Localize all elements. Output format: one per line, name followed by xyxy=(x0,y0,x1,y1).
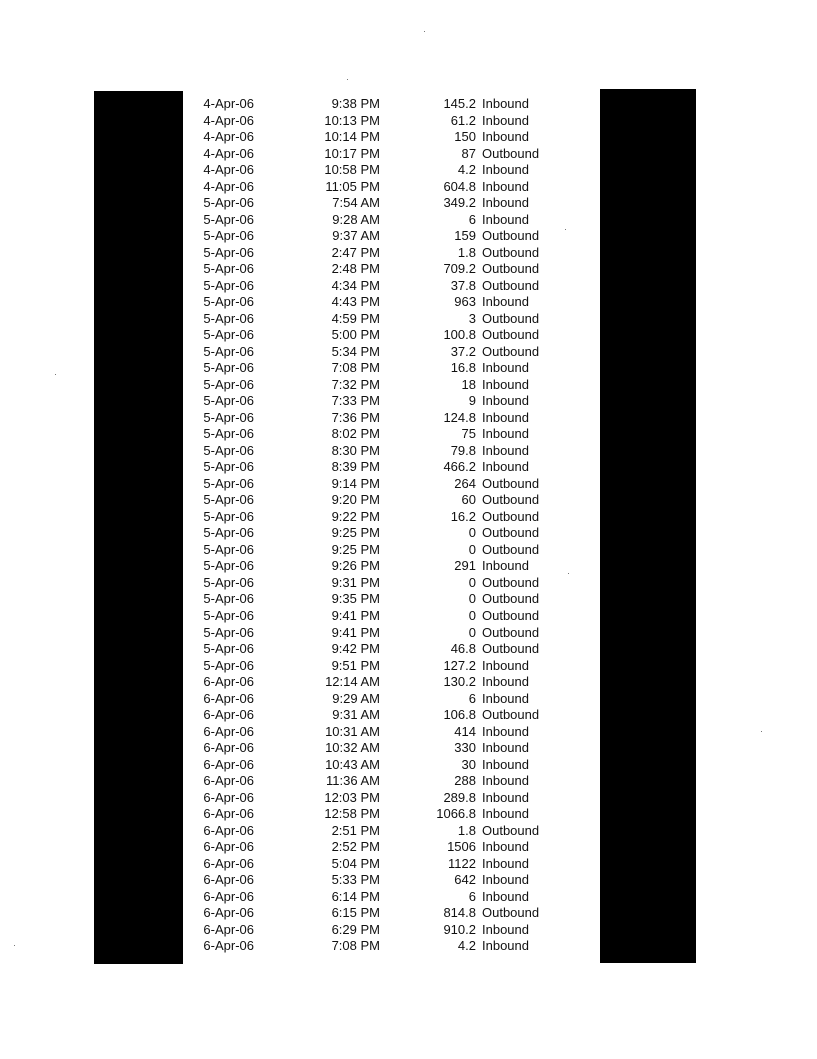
amount-cell: 159 xyxy=(454,228,476,244)
date-cell: 5-Apr-06 xyxy=(203,211,254,227)
time-cell: 9:35 PM xyxy=(331,591,380,607)
table-row xyxy=(190,740,590,757)
amount-cell: 814.8 xyxy=(443,905,476,921)
direction-cell: Outbound xyxy=(482,310,540,326)
direction-cell: Inbound xyxy=(482,360,529,376)
amount-cell: 124.8 xyxy=(443,409,476,425)
time-cell: 9:22 PM xyxy=(331,508,380,524)
date-cell: 5-Apr-06 xyxy=(203,525,254,541)
table-row xyxy=(190,591,590,608)
date-cell: 5-Apr-06 xyxy=(203,591,254,607)
date-cell: 4-Apr-06 xyxy=(203,112,254,128)
call-log-table xyxy=(190,96,590,955)
amount-cell: 0 xyxy=(468,574,476,590)
amount-cell: 46.8 xyxy=(450,641,476,657)
date-cell: 6-Apr-06 xyxy=(203,839,254,855)
direction-cell: Inbound xyxy=(482,921,529,937)
amount-cell: 466.2 xyxy=(443,459,476,475)
direction-cell: Inbound xyxy=(482,723,529,739)
direction-cell: Inbound xyxy=(482,657,529,673)
direction-cell: Outbound xyxy=(482,641,540,657)
date-cell: 6-Apr-06 xyxy=(203,740,254,756)
time-cell: 2:47 PM xyxy=(331,244,380,260)
direction-cell: Outbound xyxy=(482,244,540,260)
amount-cell: 288 xyxy=(454,773,476,789)
table-row xyxy=(190,492,590,509)
time-cell: 9:38 PM xyxy=(331,96,380,111)
direction-cell: Inbound xyxy=(482,211,529,227)
amount-cell: 4.2 xyxy=(457,938,476,954)
amount-cell: 1.8 xyxy=(457,822,476,838)
table-row xyxy=(190,245,590,262)
date-cell: 6-Apr-06 xyxy=(203,690,254,706)
direction-cell: Outbound xyxy=(482,574,540,590)
direction-cell: Inbound xyxy=(482,558,529,574)
time-cell: 9:41 PM xyxy=(331,607,380,623)
date-cell: 6-Apr-06 xyxy=(203,921,254,937)
direction-cell: Inbound xyxy=(482,409,529,425)
date-cell: 6-Apr-06 xyxy=(203,872,254,888)
table-row xyxy=(190,872,590,889)
time-cell: 9:31 AM xyxy=(332,707,380,723)
table-row xyxy=(190,641,590,658)
time-cell: 9:29 AM xyxy=(332,690,380,706)
amount-cell: 87 xyxy=(461,145,476,161)
time-cell: 4:34 PM xyxy=(331,277,380,293)
table-row xyxy=(190,179,590,196)
direction-cell: Outbound xyxy=(482,905,540,921)
time-cell: 5:00 PM xyxy=(331,327,380,343)
table-row xyxy=(190,938,590,955)
direction-cell: Outbound xyxy=(482,492,540,508)
amount-cell: 16.2 xyxy=(450,508,476,524)
table-row xyxy=(190,393,590,410)
table-row xyxy=(190,212,590,229)
amount-cell: 9 xyxy=(468,393,476,409)
amount-cell: 349.2 xyxy=(443,195,476,211)
amount-cell: 910.2 xyxy=(443,921,476,937)
date-cell: 5-Apr-06 xyxy=(203,426,254,442)
table-row xyxy=(190,294,590,311)
amount-cell: 642 xyxy=(454,872,476,888)
time-cell: 7:32 PM xyxy=(331,376,380,392)
amount-cell: 6 xyxy=(468,888,476,904)
scan-speck xyxy=(14,945,15,946)
date-cell: 5-Apr-06 xyxy=(203,558,254,574)
time-cell: 11:36 AM xyxy=(326,773,380,789)
time-cell: 12:14 AM xyxy=(325,674,380,690)
time-cell: 10:58 PM xyxy=(324,162,380,178)
time-cell: 10:43 AM xyxy=(325,756,380,772)
time-cell: 10:14 PM xyxy=(324,129,380,145)
table-row xyxy=(190,724,590,741)
amount-cell: 37.2 xyxy=(450,343,476,359)
table-row xyxy=(190,757,590,774)
amount-cell: 0 xyxy=(468,541,476,557)
date-cell: 5-Apr-06 xyxy=(203,442,254,458)
amount-cell: 330 xyxy=(454,740,476,756)
time-cell: 4:43 PM xyxy=(331,294,380,310)
time-cell: 7:08 PM xyxy=(331,360,380,376)
amount-cell: 604.8 xyxy=(443,178,476,194)
table-row xyxy=(190,162,590,179)
table-row xyxy=(190,443,590,460)
amount-cell: 1066.8 xyxy=(436,806,476,822)
amount-cell: 6 xyxy=(468,211,476,227)
date-cell: 6-Apr-06 xyxy=(203,674,254,690)
date-cell: 4-Apr-06 xyxy=(203,162,254,178)
table-row xyxy=(190,922,590,939)
amount-cell: 4.2 xyxy=(457,162,476,178)
date-cell: 5-Apr-06 xyxy=(203,492,254,508)
amount-cell: 79.8 xyxy=(450,442,476,458)
date-cell: 5-Apr-06 xyxy=(203,228,254,244)
amount-cell: 291 xyxy=(454,558,476,574)
direction-cell: Inbound xyxy=(482,872,529,888)
table-row xyxy=(190,146,590,163)
time-cell: 4:59 PM xyxy=(331,310,380,326)
date-cell: 5-Apr-06 xyxy=(203,459,254,475)
table-row xyxy=(190,311,590,328)
direction-cell: Inbound xyxy=(482,294,529,310)
date-cell: 5-Apr-06 xyxy=(203,541,254,557)
table-row xyxy=(190,278,590,295)
date-cell: 5-Apr-06 xyxy=(203,277,254,293)
direction-cell: Inbound xyxy=(482,459,529,475)
time-cell: 9:37 AM xyxy=(332,228,380,244)
direction-cell: Inbound xyxy=(482,178,529,194)
date-cell: 5-Apr-06 xyxy=(203,475,254,491)
time-cell: 12:58 PM xyxy=(324,806,380,822)
direction-cell: Inbound xyxy=(482,195,529,211)
date-cell: 6-Apr-06 xyxy=(203,707,254,723)
amount-cell: 1.8 xyxy=(457,244,476,260)
direction-cell: Inbound xyxy=(482,376,529,392)
amount-cell: 145.2 xyxy=(443,96,476,111)
time-cell: 9:51 PM xyxy=(331,657,380,673)
date-cell: 5-Apr-06 xyxy=(203,261,254,277)
table-row xyxy=(190,377,590,394)
scan-speck xyxy=(424,31,425,32)
amount-cell: 130.2 xyxy=(443,674,476,690)
direction-cell: Outbound xyxy=(482,327,540,343)
table-row xyxy=(190,459,590,476)
table-row xyxy=(190,96,590,113)
direction-cell: Outbound xyxy=(482,508,540,524)
date-cell: 5-Apr-06 xyxy=(203,574,254,590)
date-cell: 4-Apr-06 xyxy=(203,145,254,161)
time-cell: 2:51 PM xyxy=(331,822,380,838)
direction-cell: Outbound xyxy=(482,822,540,838)
table-row xyxy=(190,823,590,840)
table-row xyxy=(190,360,590,377)
date-cell: 6-Apr-06 xyxy=(203,806,254,822)
date-cell: 5-Apr-06 xyxy=(203,327,254,343)
scan-speck xyxy=(761,731,762,732)
scan-speck xyxy=(347,79,348,80)
direction-cell: Outbound xyxy=(482,261,540,277)
direction-cell: Outbound xyxy=(482,591,540,607)
direction-cell: Inbound xyxy=(482,839,529,855)
time-cell: 9:42 PM xyxy=(331,641,380,657)
direction-cell: Outbound xyxy=(482,525,540,541)
table-row xyxy=(190,905,590,922)
amount-cell: 3 xyxy=(468,310,476,326)
table-row xyxy=(190,707,590,724)
date-cell: 5-Apr-06 xyxy=(203,376,254,392)
table-row xyxy=(190,509,590,526)
time-cell: 12:03 PM xyxy=(324,789,380,805)
direction-cell: Inbound xyxy=(482,789,529,805)
table-row xyxy=(190,625,590,642)
amount-cell: 963 xyxy=(454,294,476,310)
time-cell: 5:33 PM xyxy=(331,872,380,888)
direction-cell: Inbound xyxy=(482,773,529,789)
date-cell: 6-Apr-06 xyxy=(203,789,254,805)
redaction-bar-right xyxy=(600,89,696,963)
date-cell: 5-Apr-06 xyxy=(203,195,254,211)
direction-cell: Outbound xyxy=(482,624,540,640)
table-row xyxy=(190,129,590,146)
amount-cell: 106.8 xyxy=(443,707,476,723)
amount-cell: 264 xyxy=(454,475,476,491)
table-row xyxy=(190,674,590,691)
direction-cell: Inbound xyxy=(482,426,529,442)
amount-cell: 709.2 xyxy=(443,261,476,277)
amount-cell: 60 xyxy=(461,492,476,508)
date-cell: 6-Apr-06 xyxy=(203,905,254,921)
amount-cell: 1122 xyxy=(448,855,476,871)
direction-cell: Inbound xyxy=(482,740,529,756)
direction-cell: Outbound xyxy=(482,228,540,244)
date-cell: 5-Apr-06 xyxy=(203,343,254,359)
redaction-bar-left xyxy=(94,91,183,964)
table-row xyxy=(190,558,590,575)
date-cell: 5-Apr-06 xyxy=(203,641,254,657)
time-cell: 7:54 AM xyxy=(332,195,380,211)
amount-cell: 37.8 xyxy=(450,277,476,293)
date-cell: 4-Apr-06 xyxy=(203,96,254,111)
table-row xyxy=(190,658,590,675)
amount-cell: 1506 xyxy=(447,839,476,855)
date-cell: 5-Apr-06 xyxy=(203,393,254,409)
direction-cell: Inbound xyxy=(482,806,529,822)
direction-cell: Inbound xyxy=(482,112,529,128)
time-cell: 10:13 PM xyxy=(324,112,380,128)
time-cell: 5:04 PM xyxy=(331,855,380,871)
date-cell: 5-Apr-06 xyxy=(203,360,254,376)
time-cell: 9:25 PM xyxy=(331,541,380,557)
amount-cell: 6 xyxy=(468,690,476,706)
scan-speck xyxy=(55,374,56,375)
time-cell: 7:08 PM xyxy=(331,938,380,954)
amount-cell: 100.8 xyxy=(443,327,476,343)
direction-cell: Inbound xyxy=(482,393,529,409)
table-row xyxy=(190,542,590,559)
direction-cell: Inbound xyxy=(482,690,529,706)
direction-cell: Outbound xyxy=(482,607,540,623)
date-cell: 6-Apr-06 xyxy=(203,822,254,838)
time-cell: 8:02 PM xyxy=(331,426,380,442)
table-row xyxy=(190,525,590,542)
time-cell: 6:29 PM xyxy=(331,921,380,937)
time-cell: 11:05 PM xyxy=(325,178,380,194)
time-cell: 10:31 AM xyxy=(325,723,380,739)
time-cell: 9:26 PM xyxy=(331,558,380,574)
direction-cell: Inbound xyxy=(482,162,529,178)
time-cell: 2:48 PM xyxy=(331,261,380,277)
amount-cell: 414 xyxy=(454,723,476,739)
amount-cell: 16.8 xyxy=(450,360,476,376)
time-cell: 10:17 PM xyxy=(324,145,380,161)
time-cell: 6:14 PM xyxy=(331,888,380,904)
date-cell: 4-Apr-06 xyxy=(203,178,254,194)
table-row xyxy=(190,790,590,807)
direction-cell: Outbound xyxy=(482,707,540,723)
date-cell: 6-Apr-06 xyxy=(203,855,254,871)
direction-cell: Inbound xyxy=(482,674,529,690)
date-cell: 6-Apr-06 xyxy=(203,773,254,789)
time-cell: 10:32 AM xyxy=(325,740,380,756)
direction-cell: Inbound xyxy=(482,442,529,458)
date-cell: 4-Apr-06 xyxy=(203,129,254,145)
amount-cell: 18 xyxy=(461,376,476,392)
date-cell: 5-Apr-06 xyxy=(203,244,254,260)
amount-cell: 150 xyxy=(454,129,476,145)
time-cell: 9:28 AM xyxy=(332,211,380,227)
date-cell: 5-Apr-06 xyxy=(203,409,254,425)
time-cell: 6:15 PM xyxy=(331,905,380,921)
time-cell: 5:34 PM xyxy=(331,343,380,359)
amount-cell: 0 xyxy=(468,607,476,623)
amount-cell: 75 xyxy=(461,426,476,442)
date-cell: 5-Apr-06 xyxy=(203,607,254,623)
direction-cell: Outbound xyxy=(482,475,540,491)
table-row xyxy=(190,806,590,823)
amount-cell: 127.2 xyxy=(443,657,476,673)
direction-cell: Inbound xyxy=(482,888,529,904)
table-row xyxy=(190,327,590,344)
table-row xyxy=(190,476,590,493)
amount-cell: 61.2 xyxy=(450,112,476,128)
table-row xyxy=(190,410,590,427)
amount-cell: 0 xyxy=(468,525,476,541)
amount-cell: 0 xyxy=(468,624,476,640)
table-row xyxy=(190,195,590,212)
table-row xyxy=(190,228,590,245)
table-row xyxy=(190,426,590,443)
direction-cell: Inbound xyxy=(482,855,529,871)
table-row xyxy=(190,261,590,278)
direction-cell: Outbound xyxy=(482,343,540,359)
table-row xyxy=(190,856,590,873)
table-row xyxy=(190,608,590,625)
direction-cell: Outbound xyxy=(482,145,540,161)
date-cell: 5-Apr-06 xyxy=(203,508,254,524)
time-cell: 9:20 PM xyxy=(331,492,380,508)
amount-cell: 0 xyxy=(468,591,476,607)
time-cell: 7:33 PM xyxy=(331,393,380,409)
date-cell: 6-Apr-06 xyxy=(203,888,254,904)
time-cell: 9:41 PM xyxy=(331,624,380,640)
amount-cell: 30 xyxy=(461,756,476,772)
direction-cell: Inbound xyxy=(482,129,529,145)
date-cell: 6-Apr-06 xyxy=(203,723,254,739)
table-row xyxy=(190,691,590,708)
date-cell: 5-Apr-06 xyxy=(203,310,254,326)
table-row xyxy=(190,113,590,130)
date-cell: 5-Apr-06 xyxy=(203,294,254,310)
date-cell: 6-Apr-06 xyxy=(203,938,254,954)
amount-cell: 289.8 xyxy=(443,789,476,805)
time-cell: 8:39 PM xyxy=(331,459,380,475)
time-cell: 2:52 PM xyxy=(331,839,380,855)
time-cell: 9:25 PM xyxy=(331,525,380,541)
time-cell: 9:31 PM xyxy=(331,574,380,590)
date-cell: 5-Apr-06 xyxy=(203,657,254,673)
direction-cell: Inbound xyxy=(482,96,529,111)
table-row xyxy=(190,344,590,361)
table-row xyxy=(190,889,590,906)
direction-cell: Outbound xyxy=(482,277,540,293)
date-cell: 5-Apr-06 xyxy=(203,624,254,640)
time-cell: 9:14 PM xyxy=(331,475,380,491)
date-cell: 6-Apr-06 xyxy=(203,756,254,772)
time-cell: 8:30 PM xyxy=(331,442,380,458)
table-row xyxy=(190,839,590,856)
direction-cell: Inbound xyxy=(482,938,529,954)
direction-cell: Inbound xyxy=(482,756,529,772)
time-cell: 7:36 PM xyxy=(331,409,380,425)
table-row xyxy=(190,575,590,592)
table-row xyxy=(190,773,590,790)
direction-cell: Outbound xyxy=(482,541,540,557)
